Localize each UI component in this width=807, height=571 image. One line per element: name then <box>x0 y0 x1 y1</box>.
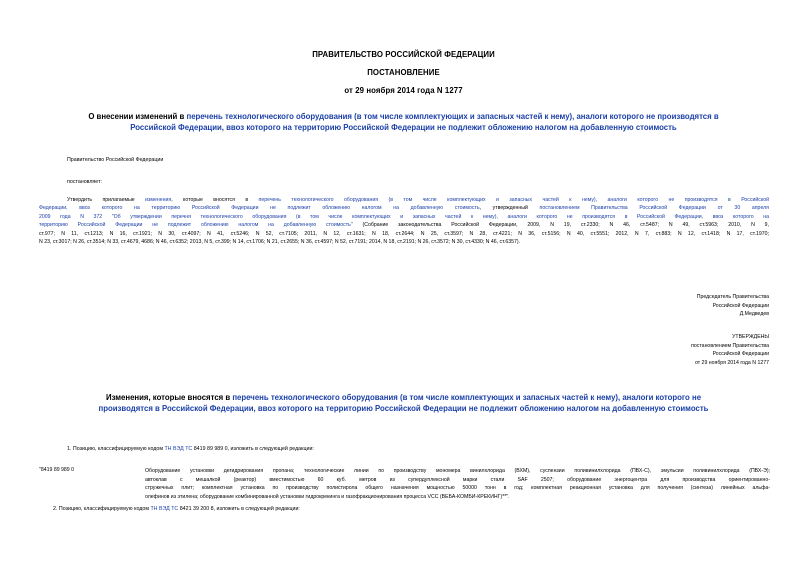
resolution-link[interactable]: постановлением Правительства Российской Федерации от 30 апреля <box>539 205 769 212</box>
body-line-3 <box>39 213 769 221</box>
table-code: "8419 89 989 0 <box>39 467 75 473</box>
document-type: ПОСТАНОВЛЕНИЕ <box>367 68 440 77</box>
resolution-link-end[interactable]: территорию Российской Федерации не подлежит обложению налогом на добавленную стоимость" <box>39 222 353 229</box>
resolution-link-cont[interactable]: 2009 года N 372 "Об утверждении перечня технологического оборудования (в том числе комплектующих и запасных частей к нему), аналоги которого не производятся в Российской Федерации, ввоз которого на <box>39 213 769 220</box>
government-heading: ПРАВИТЕЛЬСТВО РОССИЙСКОЙ ФЕДЕРАЦИИ <box>312 50 495 59</box>
title-link-line1[interactable]: перечень технологического оборудования (в том числе комплектующих и запасных частей к нему), аналоги которого не производятся в <box>186 112 719 121</box>
preamble-government: Правительство Российской Федерации <box>67 157 164 163</box>
signature-role-2: Российской Федерации <box>712 302 769 309</box>
document-date: от 29 ноября 2014 года N 1277 <box>344 86 463 95</box>
changes-title <box>40 393 767 415</box>
body-line-2: Федерации, ввоз которого на территорию Российской Федерации не подлежит обложению налогом на добавленную стоимость, утвержденный постановлением Правительства Российской Федерации от 30 апреля <box>39 205 769 212</box>
signature-block <box>697 293 769 319</box>
desc-line-4: олефинов из этилена; оборудование комбинированной установки гидрокрекинга и газофракционирования процесса VCC (ВЕБА-КОМБИ-КРЕКИНГ)**". <box>145 493 510 500</box>
approval-line-4: от 29 ноября 2014 года N 1277 <box>694 359 769 366</box>
body-paragraph <box>39 196 769 246</box>
changes-title-prefix: Изменения, которые вносятся в <box>105 393 233 402</box>
changes-link[interactable]: изменения <box>145 197 172 203</box>
desc-line-1: Оборудование установки дегидрирования пропана; технологические линии по производству мономера винилхлорида (ВХМ), суспензии поливинилхлорида (ПВХ-С), эмульсии поливинилхлорида (ПВХ-Э); <box>145 468 770 474</box>
title-link-line2[interactable]: Российской Федерации, ввоз которого на территорию Российской Федерации не подлежит обложению налогом на добавленную стоимость <box>130 122 677 132</box>
signature-role-1: Председатель Правительства <box>696 294 769 300</box>
tn-ved-link-2[interactable]: ТН ВЭД ТС <box>150 506 179 512</box>
table-description <box>145 467 770 501</box>
changes-title-link-line1[interactable]: перечень технологического оборудования (в том числе комплектующих и запасных частей к нему), аналоги которого не <box>232 393 702 402</box>
body-line-6: N 23, ст.3017; N 26, ст.3514; N 33, ст.4679, 4686; N 46, ст.6352; 2013, N 5, ст.399; N 14, ст.1706; N 21, ст.2655; N 36, ст.4597; N 52, ст.7191; 2014, N 18, ст.2191; N 26, ст.3572; N 30, ст.4330; N 46, ст.6357). <box>39 239 521 246</box>
list-link[interactable]: перечень технологического оборудования (в том числе комплектующих и запасных частей к нему), аналоги которого не производятся в Российской <box>258 197 769 203</box>
list-link-cont[interactable]: Федерации, ввоз которого на территорию Российской Федерации не подлежит обложению налогом на добавленную стоимость <box>39 205 480 212</box>
approval-line-1: УТВЕРЖДЕНЫ <box>732 334 769 340</box>
approval-block <box>691 333 769 367</box>
preamble-decides: постановляет: <box>67 179 102 185</box>
title-prefix: О внесении изменений в <box>88 112 187 121</box>
item-2: 2. Позицию, классифицируемую кодом ТН ВЭД ТС 8421 39 200 8, изложить в следующей редакции: <box>53 506 300 512</box>
body-line-5: ст.977; N 11, ст.1213; N 16, ст.1921; N 30, ст.4097; N 41, ст.5246; N 52, ст.7105; 2011, N 12, ст.1631; N 18, ст.2644; N 25, ст.3597; N 28, ст.4221; N 36, ст.5156; N 40, ст.5551; 2012, N 7, ст.883; N 12, ст.1418; N 17, ст.1970; <box>39 230 769 237</box>
body-line-1: Утвердить прилагаемые изменения, которые вносятся в перечень технологического оборудования (в том числе комплектующих и запасных частей к нему), аналоги которого не производятся в Российской <box>67 197 769 203</box>
changes-title-link-line2[interactable]: производятся в Российской Федерации, ввоз которого на территорию Российской Федерации не подлежит обложению налогом на добавленную стоимость <box>98 403 709 413</box>
desc-line-3: стружечных плит; комплектная установка по производству полистирола общего назначения мощностью 50000 тонн в год; комплектная реакционная установка для получения (синтеза) линейных альфа- <box>145 485 770 492</box>
desc-line-2: автоклав с мешалкой (реактор) вместимостью 60 куб. метров из супердуплексной марки стали SAF 2507; оборудование энергоцентра для производства ориентированно- <box>145 476 770 483</box>
approval-line-3: Российской Федерации <box>712 351 769 358</box>
item-1: 1. Позицию, классифицируемую кодом ТН ВЭД ТС 8419 89 989 0, изложить в следующей редакции: <box>67 446 314 452</box>
body-line-4: территорию Российской Федерации не подлежит обложению налогом на добавленную стоимость" (Собрание законодательства Российской Федерации, 2009, N 19, ст.2330; N 46, ст.5487; N 49, ст.5963; 2010, N 9, <box>39 222 769 229</box>
tn-ved-link-1[interactable]: ТН ВЭД ТС <box>164 446 193 452</box>
approval-line-2: постановлением Правительства <box>691 342 769 349</box>
document-title <box>40 112 767 134</box>
signature-name: Д.Медведев <box>739 311 769 318</box>
